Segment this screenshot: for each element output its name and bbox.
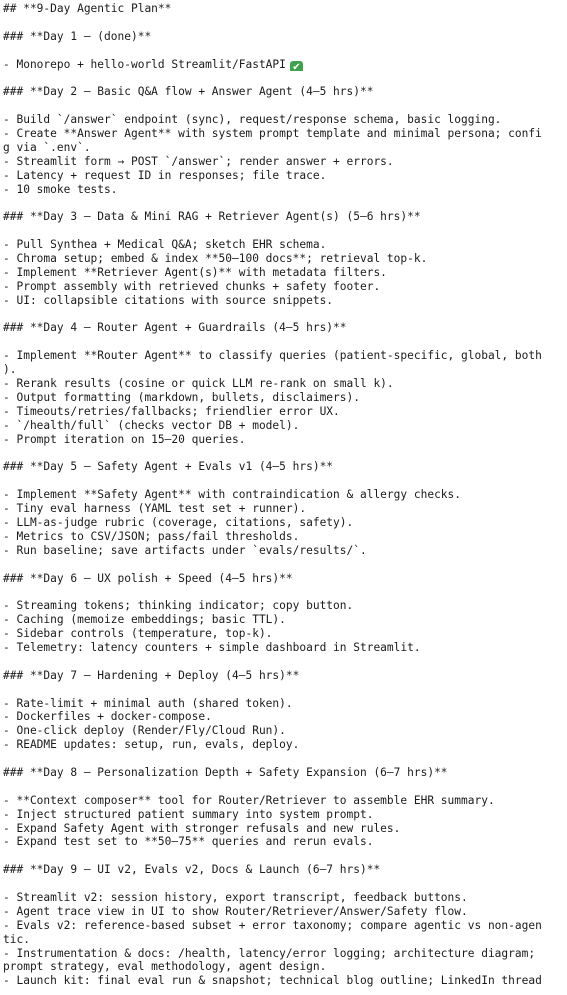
list-item <box>3 544 567 558</box>
line-text: - Run baseline; save artifacts under `evals/results/`. <box>3 543 367 557</box>
list-item-continuation <box>3 141 567 155</box>
list-item <box>3 905 567 919</box>
document-title <box>3 2 567 16</box>
line-text: - Streaming tokens; thinking indicator; copy button. <box>3 599 354 613</box>
line-text: prompt strategy, eval methodology, agent design. <box>3 960 327 974</box>
line-text: - Implement **Retriever Agent(s)** with metadata filters. <box>3 265 387 279</box>
line-text: - Rerank results (cosine or quick LLM re-rank on small k). <box>3 377 394 391</box>
list-item <box>3 530 567 544</box>
line-text: - Prompt iteration on 15–20 queries. <box>3 432 246 446</box>
list-item <box>3 391 567 405</box>
list-item <box>3 294 567 308</box>
blank-line <box>3 335 567 349</box>
line-text: ### **Day 4 — Router Agent + Guardrails (4–5 hrs)** <box>3 321 347 335</box>
day-heading <box>3 460 567 474</box>
day-heading <box>3 669 567 683</box>
line-text: - README updates: setup, run, evals, deploy. <box>3 738 300 752</box>
line-text: - Streamlit v2: session history, export transcript, feedback buttons. <box>3 891 468 904</box>
list-item <box>3 738 567 752</box>
line-text: - Caching (memoize embeddings; basic TTL). <box>3 613 286 627</box>
line-text: - **Context composer** tool for Router/Retriever to assemble EHR summary. <box>3 793 495 807</box>
line-text: - Latency + request ID in responses; file trace. <box>3 168 327 182</box>
line-text: ### **Day 5 — Safety Agent + Evals v1 (4–5 hrs)** <box>3 460 334 474</box>
blank-line <box>3 585 567 599</box>
blank-line <box>3 196 567 210</box>
day-heading <box>3 210 567 224</box>
list-item <box>3 377 567 391</box>
list-item <box>3 113 567 127</box>
list-item <box>3 947 567 961</box>
list-item <box>3 974 567 988</box>
list-item <box>3 641 567 655</box>
line-text: - Expand Safety Agent with stronger refusals and new rules. <box>3 821 401 835</box>
line-text: - Telemetry: latency counters + simple dashboard in Streamlit. <box>3 640 421 654</box>
line-text: - Tiny eval harness (YAML test set + runner). <box>3 502 307 516</box>
list-item <box>3 516 567 530</box>
line-text: - One-click deploy (Render/Fly/Cloud Run). <box>3 724 286 738</box>
list-item <box>3 502 567 516</box>
line-text: - Create **Answer Agent** with system prompt template and minimal persona; confi <box>3 127 542 141</box>
line-text: - Rate-limit + minimal auth (shared token). <box>3 696 293 710</box>
day-heading <box>3 572 567 586</box>
line-text: - Output formatting (markdown, bullets, disclaimers). <box>3 390 360 404</box>
line-text: - Metrics to CSV/JSON; pass/fail thresholds. <box>3 529 300 543</box>
line-text: ### **Day 3 — Data & Mini RAG + Retriever Agent(s) (5–6 hrs)** <box>3 210 421 224</box>
list-item <box>3 599 567 613</box>
list-item <box>3 280 567 294</box>
blank-line <box>3 655 567 669</box>
list-item <box>3 724 567 738</box>
line-text: - Inject structured patient summary into system prompt. <box>3 807 374 821</box>
list-item <box>3 58 567 72</box>
line-text: - Instrumentation & docs: /health, latency/error logging; architecture diagram; <box>3 946 536 960</box>
line-text: ### **Day 6 — UX polish + Speed (4–5 hrs)** <box>3 571 293 585</box>
line-text: - Prompt assembly with retrieved chunks + safety footer. <box>3 279 381 293</box>
line-text: - Expand test set to **50–75** queries and rerun evals. <box>3 835 374 849</box>
line-text: ## **9-Day Agentic Plan** <box>3 2 172 15</box>
list-item <box>3 488 567 502</box>
line-text: ). <box>3 363 17 377</box>
line-text: tic. <box>3 932 30 946</box>
list-item <box>3 919 567 933</box>
list-item <box>3 710 567 724</box>
blank-line <box>3 99 567 113</box>
list-item-continuation <box>3 933 567 947</box>
line-text: ### **Day 7 — Hardening + Deploy (4–5 hrs)** <box>3 668 300 682</box>
line-text: ### **Day 1 — (done)** <box>3 29 152 43</box>
blank-line <box>3 308 567 322</box>
list-item-continuation <box>3 363 567 377</box>
list-item <box>3 127 567 141</box>
day-heading <box>3 85 567 99</box>
line-text: - Monorepo + hello-world Streamlit/FastAPI <box>3 57 286 71</box>
day-heading <box>3 766 567 780</box>
list-item-continuation <box>3 960 567 974</box>
list-item <box>3 822 567 836</box>
line-text: - Dockerfiles + docker-compose. <box>3 710 212 724</box>
list-item <box>3 433 567 447</box>
blank-line <box>3 752 567 766</box>
blank-line <box>3 780 567 794</box>
line-text: - `/health/full` (checks vector DB + model). <box>3 418 300 432</box>
blank-line <box>3 683 567 697</box>
check-mark-icon: ✔ <box>290 61 303 72</box>
line-text: - Implement **Router Agent** to classify queries (patient-specific, global, both <box>3 349 542 363</box>
blank-line <box>3 474 567 488</box>
day-heading <box>3 30 567 44</box>
day-heading <box>3 863 567 877</box>
line-text: - Pull Synthea + Medical Q&A; sketch EHR schema. <box>3 238 327 252</box>
list-item <box>3 419 567 433</box>
blank-line <box>3 71 567 85</box>
list-item <box>3 794 567 808</box>
line-text: - Streamlit form → POST `/answer`; render answer + errors. <box>3 154 394 168</box>
list-item <box>3 697 567 711</box>
line-text: - Agent trace view in UI to show Router/Retriever/Answer/Safety flow. <box>3 904 468 918</box>
list-item <box>3 405 567 419</box>
blank-line <box>3 447 567 461</box>
list-item <box>3 252 567 266</box>
line-text: - Implement **Safety Agent** with contraindication & allergy checks. <box>3 488 462 502</box>
line-text: - 10 smoke tests. <box>3 182 118 196</box>
list-item <box>3 891 567 905</box>
blank-line <box>3 558 567 572</box>
list-item <box>3 808 567 822</box>
line-text: ### **Day 8 — Personalization Depth + Safety Expansion (6–7 hrs)** <box>3 765 448 779</box>
list-item <box>3 238 567 252</box>
list-item <box>3 183 567 197</box>
list-item <box>3 155 567 169</box>
line-text: ### **Day 9 — UI v2, Evals v2, Docs & Launch (6–7 hrs)** <box>3 863 381 877</box>
list-item <box>3 627 567 641</box>
blank-line <box>3 849 567 863</box>
blank-line <box>3 44 567 58</box>
line-text: - Sidebar controls (temperature, top-k). <box>3 627 273 641</box>
line-text: - Build `/answer` endpoint (sync), request/response schema, basic logging. <box>3 113 502 127</box>
list-item <box>3 266 567 280</box>
blank-line <box>3 877 567 891</box>
line-text: - Chroma setup; embed & index **50–100 docs**; retrieval top-k. <box>3 252 428 266</box>
line-text: g via `.env`. <box>3 140 91 154</box>
day-heading <box>3 321 567 335</box>
list-item <box>3 169 567 183</box>
line-text: - UI: collapsible citations with source snippets. <box>3 293 334 307</box>
blank-line <box>3 224 567 238</box>
line-text: - Launch kit: final eval run & snapshot; technical blog outline; LinkedIn thread <box>3 974 542 988</box>
line-text: - LLM-as-judge rubric (coverage, citations, safety). <box>3 515 354 529</box>
list-item <box>3 835 567 849</box>
line-text: - Timeouts/retries/fallbacks; friendlier error UX. <box>3 404 340 418</box>
line-text: ### **Day 2 — Basic Q&A flow + Answer Agent (4–5 hrs)** <box>3 85 374 99</box>
list-item <box>3 349 567 363</box>
line-text: - Evals v2: reference-based subset + error taxonomy; compare agentic vs non-agen <box>3 918 542 932</box>
list-item <box>3 613 567 627</box>
blank-line <box>3 16 567 30</box>
